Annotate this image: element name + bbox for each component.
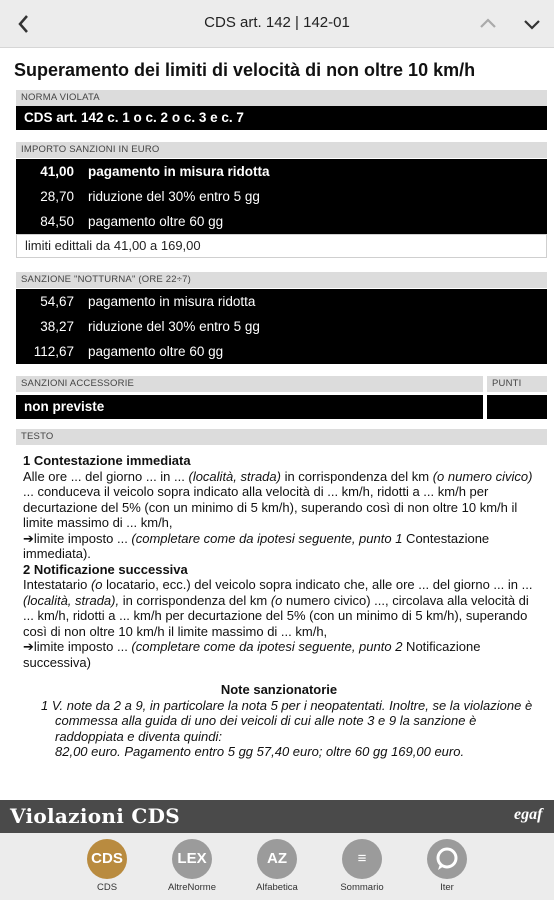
text: locatario, ecc.) del veicolo sopra indicato che, alle ore ... del giorno ... in ... bbox=[102, 577, 533, 592]
text: (o bbox=[270, 592, 283, 608]
amount-desc: riduzione del 30% entro 5 gg bbox=[88, 319, 260, 334]
nav-label: Iter bbox=[440, 882, 454, 893]
text: (o numero civico) bbox=[432, 468, 533, 484]
amount-desc: pagamento in misura ridotta bbox=[88, 164, 270, 179]
accessorie-label: SANZIONI ACCESSORIE bbox=[16, 376, 483, 392]
amount: 38,27 bbox=[40, 319, 74, 334]
amount: 28,70 bbox=[40, 189, 74, 204]
norma-value: CDS art. 142 c. 1 o c. 2 o c. 3 e c. 7 bbox=[16, 106, 547, 130]
app-name: Violazioni CDS bbox=[10, 804, 180, 828]
notes-title: Note sanzionatorie bbox=[220, 682, 338, 697]
norma-label: NORMA VIOLATA bbox=[16, 90, 547, 106]
text: ... conduceva il veicolo sopra indicato alla velocità di ... km/h, ridotti a ... km/h per decurtazione del 5% (con un minimo di 5 km/h), superando così di non oltre 10 km/h il limite massimo di ... km/h, bbox=[23, 484, 518, 530]
nav-item-sommario[interactable] bbox=[317, 839, 407, 899]
text: (località, strada) bbox=[188, 468, 281, 484]
importo-row bbox=[16, 159, 547, 184]
text: Notificazione successiva) bbox=[23, 639, 481, 670]
importo-row bbox=[16, 209, 547, 234]
importo-label: IMPORTO SANZIONI IN EURO bbox=[16, 142, 547, 158]
punti-value bbox=[487, 395, 547, 419]
paragraph bbox=[23, 531, 535, 562]
text: Alle ore ... del giorno ... in ... bbox=[23, 468, 189, 484]
notturna-row bbox=[16, 339, 547, 364]
az-icon: AZ bbox=[257, 839, 297, 879]
amount-desc: pagamento oltre 60 gg bbox=[88, 214, 224, 229]
text: Contestazione immediata). bbox=[23, 530, 490, 561]
amount: 41,00 bbox=[40, 164, 74, 179]
note: 1 V. note da 2 a 9, in particolare la nota 5 per i neopatentati. Inoltre, se la violazione è commessa alla guida di uno dei veicoli di cui alle note 3 e 9 la sanzione è raddoppiata e diventa quindi: bbox=[41, 697, 533, 744]
testo-body bbox=[23, 453, 535, 760]
nav-label: CDS bbox=[96, 882, 118, 893]
amount: 84,50 bbox=[40, 214, 74, 229]
text: Intestatario bbox=[23, 577, 91, 592]
nav-label: Alfabetica bbox=[256, 882, 298, 893]
text: ➔limite imposto ... bbox=[23, 639, 132, 654]
nav-label: Sommario bbox=[340, 882, 384, 893]
cds-icon: CDS bbox=[87, 839, 127, 879]
importo-row bbox=[16, 184, 547, 209]
bottom-navigation bbox=[0, 833, 554, 900]
punti-label: PUNTI bbox=[487, 376, 547, 392]
chevron-down-icon[interactable] bbox=[520, 12, 544, 36]
nav-label: AltreNorme bbox=[167, 882, 217, 893]
nav-item-altrenorme[interactable] bbox=[147, 839, 237, 899]
chat-bubble-icon bbox=[427, 839, 467, 879]
paragraph bbox=[23, 469, 535, 531]
amount-desc: pagamento in misura ridotta bbox=[88, 294, 256, 309]
text: in corrispondenza del km bbox=[119, 592, 271, 608]
note: 82,00 euro. Pagamento entro 5 gg 57,40 euro; oltre 60 gg 169,00 euro. bbox=[55, 744, 465, 759]
amount-desc: riduzione del 30% entro 5 gg bbox=[88, 189, 260, 204]
text: (o bbox=[90, 577, 103, 592]
paragraph bbox=[23, 639, 535, 670]
accessorie-value: non previste bbox=[16, 395, 483, 419]
text: (località, strada), bbox=[23, 592, 120, 608]
section-title: 1 Contestazione immediata bbox=[23, 453, 191, 468]
amount: 112,67 bbox=[33, 344, 74, 359]
text: ➔limite imposto ... bbox=[23, 530, 132, 546]
nav-item-iter[interactable] bbox=[402, 839, 492, 899]
limits-edittali: limiti edittali da 41,00 a 169,00 bbox=[16, 234, 547, 258]
app-banner bbox=[0, 800, 554, 833]
paragraph bbox=[23, 577, 535, 639]
brand-logo: egaf bbox=[514, 806, 543, 823]
notturna-row bbox=[16, 314, 547, 339]
violation-heading: Superamento dei limiti di velocità di non oltre 10 km/h bbox=[14, 60, 476, 80]
amount: 54,67 bbox=[40, 294, 74, 309]
article-content[interactable] bbox=[0, 48, 554, 800]
top-app-bar bbox=[0, 0, 554, 48]
text: (completare come da ipotesi seguente, punto 2 bbox=[131, 639, 403, 654]
nav-item-cds[interactable] bbox=[62, 839, 152, 899]
notturna-row bbox=[16, 289, 547, 314]
nav-item-alfabetica[interactable] bbox=[232, 839, 322, 899]
testo-label: TESTO bbox=[16, 429, 547, 445]
list-icon: ≡ bbox=[342, 839, 382, 879]
notturna-label: SANZIONE "NOTTURNA" (ORE 22÷7) bbox=[16, 272, 547, 288]
text: in corrispondenza del km bbox=[280, 468, 433, 484]
article-title: CDS art. 142 | 142-01 bbox=[204, 14, 350, 31]
lex-icon: LEX bbox=[172, 839, 212, 879]
amount-desc: pagamento oltre 60 gg bbox=[88, 344, 224, 359]
section-title: 2 Notificazione successiva bbox=[23, 561, 188, 577]
text: (completare come da ipotesi seguente, punto 1 bbox=[131, 530, 403, 546]
chevron-up-icon[interactable] bbox=[476, 12, 500, 36]
text: numero civico) ..., circolava alla velocità di ... km/h, ridotti a ... km/h per decurtazione del 5% (con un minimo di 5 km/h), superando così di non oltre 10 km/h il limite massimo di ... km/h, bbox=[23, 592, 529, 639]
